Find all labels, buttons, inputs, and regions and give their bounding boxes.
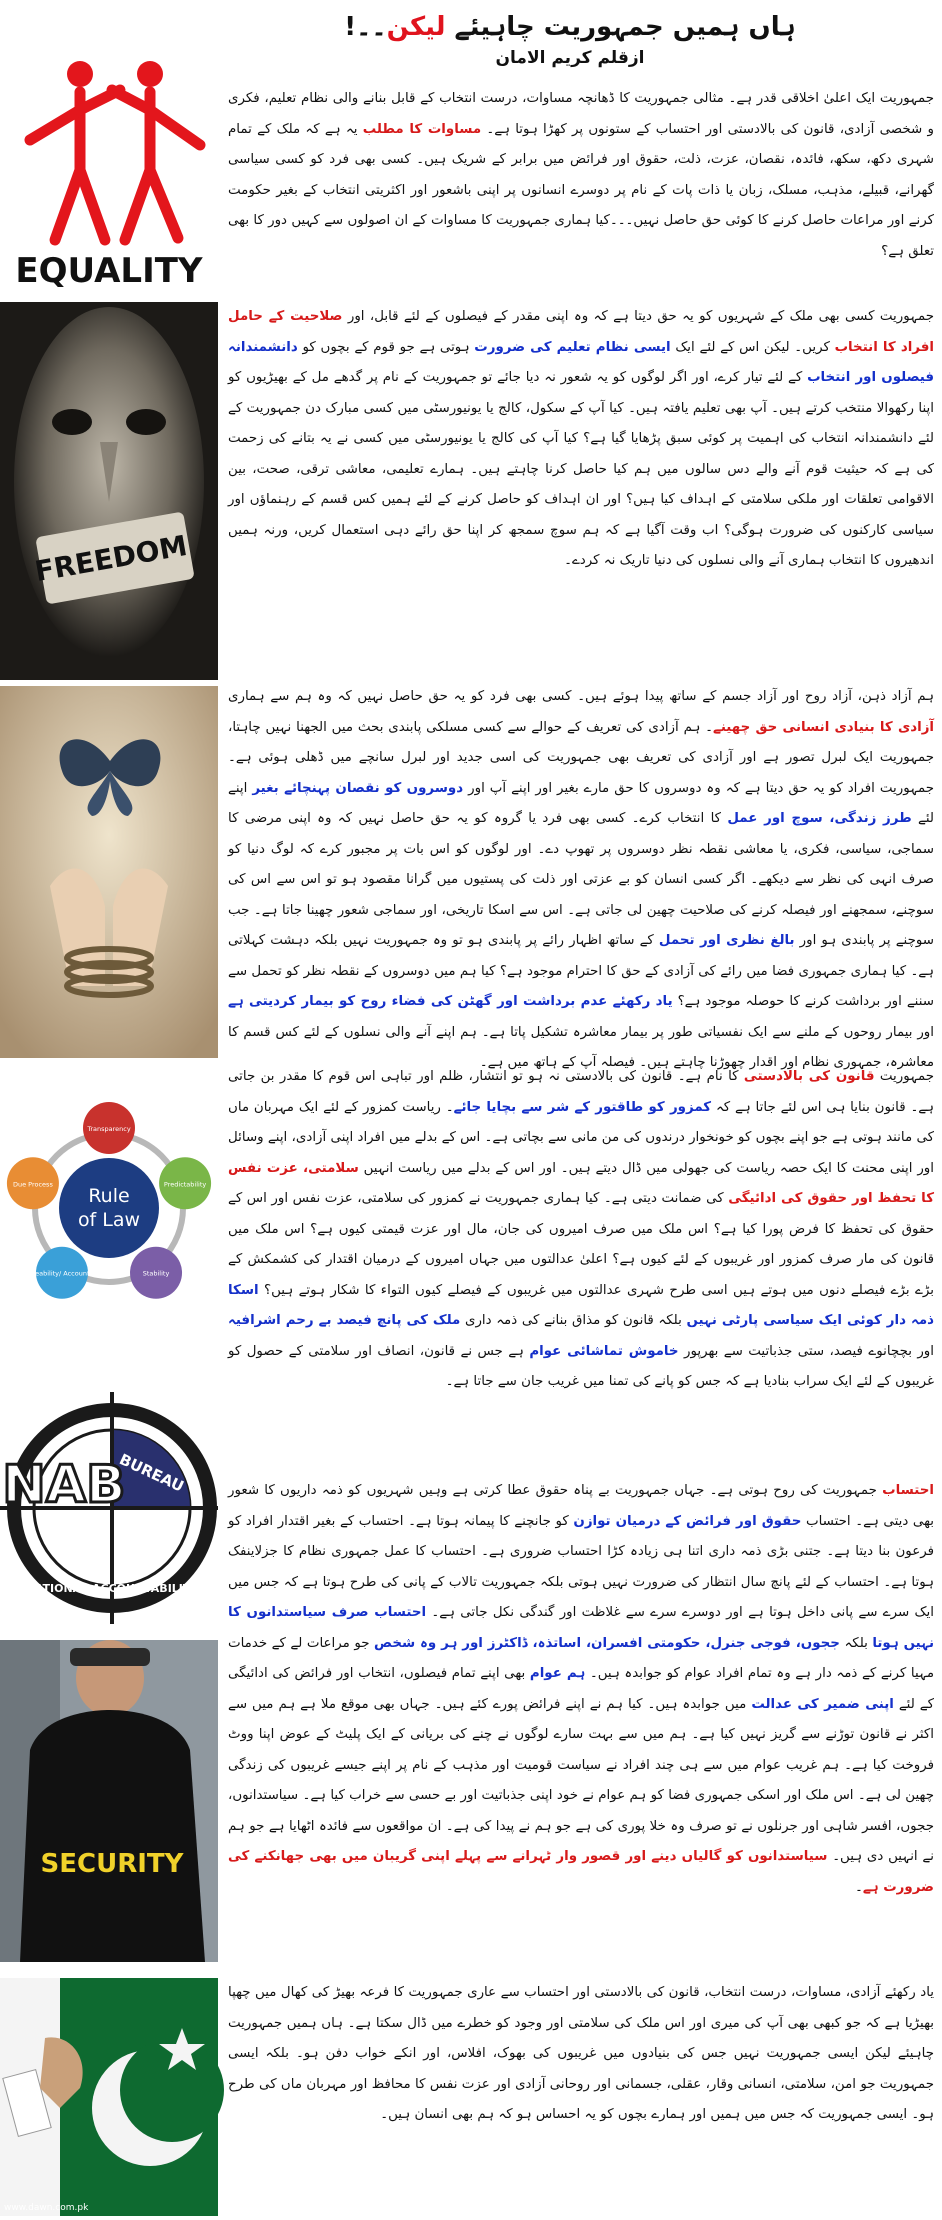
highlight-text: حقوق اور فرائض کے درمیان توازن [573, 1513, 802, 1529]
image-credit: www.dawn.com.pk [4, 2203, 89, 2213]
body-text: یاد رکھئے آزادی، مساوات، درست انتخاب، قانون کی بالادستی اور احتساب سے عاری جمہوریت کا فرعہ بھیڑ کی کھال میں چھپا بھیڑیا ہے کہ جو کبھی بھی آپ کی میری اور اس ملک کی سلامتی اور وجود کو خطرے میں ڈال سکتا ہے۔ ہاں ہمیں جمہوریت چاہیئے لیکن ایسی جمہوریت نہیں جس کی بنیادوں میں غریبوں کی بھوک، افلاس، اور انکے خواب دفن ہو۔ بلکہ ایسی جمہوریت جو امن، سلامتی، انسانی وقار، عقلی، جسمانی اور روحانی آزادی اور عزت نفس کا محافظ اور مہربان ماں کی طرح ہو۔ ایسی جمہوریت کہ جس میں ہمیں اور ہمارے بچوں کو یہ احساس ہو کہ ہم بھی انسان ہیں۔ [228, 1985, 934, 2122]
section-conclusion [228, 1978, 934, 2208]
rule-of-law-center-line1: Rule [88, 1185, 130, 1207]
equality-image [0, 50, 218, 300]
highlight-text: ہم عوام [529, 1666, 586, 1681]
highlight-text: ملک کی پانچ فیصد بے رحم اشرافیہ [228, 1313, 461, 1328]
equality-label: EQUALITY [15, 251, 203, 291]
body-text: جمہوریت کسی بھی ملک کے شہریوں کو یہ حق دیتا ہے کہ وہ اپنی مقدر کے فیصلوں کے لئے قابل، اور [342, 309, 934, 324]
flag-image [0, 1978, 218, 2216]
body-text: بھی اپنے تمام فیصلوں، انتخاب اور فرائض کی ادائیگی کے لئے [228, 1666, 935, 1712]
highlight-text: سلامتی، عزت نفس کا تحفظ اور حقوق کی ادائیگی [228, 1160, 934, 1206]
body-text: کے ساتھ اظہار رائے پر پابندی ہو تو وہ جمہوریت نہیں بلکہ دہشت کہلاتی ہے۔ کیا ہماری جمہوری فضا میں رائے کی آزادی کے حق کا احترام موجود ہے؟ کیا ہم میں دوسروں کے نقطہ نظر کو تحمل سے سننے اور برداشت کرنے کا حوصلہ موجود ہے؟ [228, 933, 934, 1009]
highlight-text: ججوں، فوجی جنرل، حکومتی افسران، اساتذہ، ڈاکٹرز اور ہر وہ شخص [374, 1635, 840, 1651]
gagged-face-icon [0, 302, 218, 680]
security-label: SECURITY [40, 1849, 184, 1879]
nab-letters: NAB [2, 1455, 126, 1515]
pakistan-flag-icon [0, 1978, 218, 2216]
highlight-text: دانشمندانہ فیصلوں اور انتخاب [228, 339, 934, 385]
body-text: بلکہ قانون کو مذاق بنانے کی ذمہ داری [460, 1313, 687, 1328]
body-text: کے لئے تیار کرے، اور اگر لوگوں کو یہ شعور نہ دیا جائے تو جمہوریت کے نام پر گدھے مل کے بھیڑیوں کو اپنا رکھوالا منتخب کرتے ہیں۔ آپ بھی تعلیم یافتہ ہیں۔ کیا آپ کے سکول، کالج یا یونیورسٹی میں کسی مبارک دن جمہوریت کے لئے دانشمندانہ انتخاب کی اہمیت پر کوئی سبق پڑھایا گیا ہے؟ کیا آپ کی کالج یا یونیورسٹی میں کسی نے یہ بتانے کی زحمت کی ہے کہ حیثیت قوم آنے والے دس سالوں میں ہم کیا حاصل کرنا چاہتے ہیں۔ ہمارے تعلیمی، معاشی ترقی، صحت، بین الاقوامی تعلقات اور ملکی سلامتی کے اہداف کیا ہیں؟ اور ان اہداف کو حاصل کرنے کے لئے ہمیں کس قسم کے رہنماؤں اور سیاسی کارکنوں کی ضرورت ہوگی؟ اب وقت آگیا ہے کہ ہم سوچ سمجھ کر اپنا حق رائے دہی استعمال کریں، ورنہ ہمیں اندھیروں کا انتخاب ہماری آنے والی نسلوں کی دنیا تاریک نہ کردے۔ [228, 370, 934, 568]
butterfly-chain-icon [0, 686, 218, 1058]
highlight-text: یاد رکھئے عدم برداشت اور گھٹن کی فضاء روح کو بیمار کردیتی ہے [228, 994, 673, 1009]
highlight-text: آزادی کا بنیادی انسانی حق چھینے [713, 719, 934, 735]
body-text: کی ضمانت دیتی ہے۔ کیا ہماری جمہوریت نے کمزور کی سلامتی، عزت نفس اور اس کے حقوق کی تحفظ کا فرض پورا کیا ہے؟ اس ملک میں صرف امیروں کی جان، مال اور عزت قیمتی کیوں ہے؟ اس ملک میں قانون کی مار صرف کمزور اور غریبوں کے لئے کیوں ہے؟ اعلیٰ عدالتوں میں جہاں امیروں کے درمیان اقتدار کی کشمکش کے بڑے بڑے فیصلے دنوں میں ہوتے ہیں اسی طرح شہری عدالتوں میں غریبوں کے فیصلے کیوں التواء کا شکار ہوتے ہیں؟ [228, 1191, 934, 1298]
body-text: اور بچچانوے فیصد، ستی جذباتیت سے بھرپور [678, 1343, 934, 1359]
body-text: میں جوابدہ ہیں۔ کیا ہم نے اپنے فرائض پورے کئے ہیں۔ جہاں بھی موقع ملا ہے ہم میں سے اکثر نے قانون توڑنے سے گریز نہیں کیا ہے۔ ہم میں سے بہت سارے لوگوں نے چنے کی بریانی کے ایک پلیٹ کے عوض اپنا ووٹ فروخت کیا ہے۔ ہم غریب عوام میں سے ہی چند افراد نے سیاست قومیت اور مذہب کے نام پر اپنے جیسے غریبوں کی زندگی چھین لی ہے۔ اس ملک اور اسکی جمہوری فضا کو ہم عوام نے خود اپنی جذباتیت اور بے حسی سے خراب کیا ہے۔ سیاستدانوں، ججوں، افسر شاہی اور جرنلوں نے تو صرف وہ خلا پوری کی ہے جو ہم نے پیدا کی ہے۔ ان مواقعوں سے فائدہ اٹھایا ہے جو ہم نے انہیں دی ہیں۔ [228, 1696, 934, 1864]
section-rule-of-law [228, 1062, 934, 1472]
body-text: جمہوریت [874, 1069, 934, 1084]
section-freedom [228, 682, 935, 1070]
nab-ring-label: NATIONAL ACCOUNTABILITY [25, 1582, 199, 1595]
title-text: ہاں ہمیں جمہوریت چاہیئے [445, 12, 796, 42]
rule-of-law-node-label: Predictability [163, 1180, 207, 1189]
body-text: کا انتخاب کرے۔ کسی بھی فرد یا گروہ کو یہ حق حاصل نہیں کہ وہ اپنی مرضی کا سماجی، سیاسی، فکری، یا معاشی نقطہ نظر دوسروں پر تھوپ دے۔ اور لوگوں کو اس بات پر مجبور کرے کہ لوگ دنیا کو صرف انہی کی نظر سے دیکھے۔ اگر کسی انسان کو بے عزتی اور ذلت کی پستیوں میں گرانا مقصود ہو تو اس سے اس کی سوچنے، سمجھنے اور فیصلہ کرنے کی صلاحیت چھین لی جاتی ہے۔ اس سے اسکا تاریخی، اور سماجی شعور چھینا جاتا ہے۔ جب سوچنے پر پابندی ہو اور [228, 811, 935, 948]
freedom-image [0, 302, 218, 680]
highlight-text: ایسی نظام تعلیم کی ضرورت [474, 339, 671, 355]
rule-of-law-node-label: Due Process [12, 1180, 53, 1189]
highlight-text: قانون کی بالادستی [743, 1069, 875, 1084]
body-text: ۔ [855, 1879, 863, 1895]
nab-logo-image [0, 1392, 218, 1624]
body-text: اور بیمار روحوں کے ملنے سے ایک نفسیاتی طور پر بیمار معاشرہ تشکیل پاتا ہے۔ ہم اپنے آنے والی نسلوں کے لئے کس قسم کا معاشرہ، جمہوری نظام اور اقدار چھوڑنا چاہتے ہیں۔ فیصلہ آپ کے ہاتھ میں ہے۔ [228, 1024, 934, 1070]
nab-crosshair-icon [0, 1392, 218, 1624]
highlight-text: کمزور کو طاقتور کے شر سے بچایا جائے [453, 1099, 712, 1115]
highlight-text: سیاستدانوں کو گالیاں دینے اور قصور وار ٹہرانے سے پہلے اپنی گریبان میں بھی جھانکنے کی ضرورت ہے [228, 1849, 934, 1895]
security-image [0, 1640, 218, 1962]
body-text: جمہوریت کی روح ہوتی ہے۔ جہاں جمہوریت بے پناہ حقوق عطا کرتی ہے وہیں شہریوں کو ذمہ داریوں کا شعور بھی دیتی ہے۔ احتساب [228, 1483, 934, 1529]
body-text: کو جانچنے کا پیمانہ ہوتا ہے۔ احتساب کے بغیر اقتدار افراد کو فرعون بنا دیتا ہے۔ جتنی بڑی ذمہ داری اتنا ہی زیادہ کڑا احتساب ضروری ہے۔ احتساب کا عمل جمہوری نظام کا جزلاینفک ہوتا ہے۔ احتساب کے لئے پانچ سال انتظار کی ضرورت نہیں ہوتی بلکہ جمہوریت تالاب کے پانی کی طرح ہوتا ہے کہ جس میں ایک سرے سے پانی داخل ہوتا ہے اور دوسرے سرے سے غلاظت اور گندگی نکل جاتی ہے۔ [228, 1513, 934, 1620]
title-highlight: لیکن [386, 12, 446, 42]
highlight-text: اسکا ذمہ دار کوئی ایک سیاسی پارٹی نہیں [228, 1282, 934, 1328]
highlight-text: احتساب [882, 1483, 934, 1498]
freedom-label: FREEDOM [32, 528, 190, 589]
body-text: ۔ ریاست کمزور کے لئے ایک مہربان ماں کی مانند ہوتی ہے جو اپنے بچوں کو خونخوار درندوں کی من مانی سے بچاتی ہے۔ اس کے بدلے میں افراد اپنی آزادی، اپنے وسائل اور اپنی محنت کا ایک حصہ ریاست کی جھولی میں ڈال دیتے ہیں۔ اور اس کے بدلے میں ریاست انہیں [228, 1099, 934, 1176]
body-text: کریں۔ لیکن اس کے لئے ایک [670, 339, 835, 355]
section-education [228, 302, 934, 678]
highlight-text: خاموش تماشائی عوام [529, 1343, 679, 1359]
highlight-text: دوسروں کو نقصان پہنچائے بغیر [252, 780, 464, 796]
body-text: ہوتی ہے جو قوم کے بچوں کو [297, 339, 475, 355]
rule-of-law-node-label: Stability [142, 1269, 170, 1278]
security-guard-icon [0, 1640, 218, 1962]
highlight-text: بالغ نظری اور تحمل [658, 933, 795, 948]
body-text: بلکہ [839, 1635, 873, 1651]
butterfly-image [0, 686, 218, 1058]
highlight-text: اپنی ضمیر کی عدالت [751, 1696, 894, 1712]
nab-bureau-label: BUREAU [116, 1450, 187, 1496]
section-equality [228, 84, 934, 298]
body-text: جمہوریت ایک اعلیٰ اخلاقی قدر ہے۔ مثالی جمہوریت کا ڈھانچہ مساوات، درست انتخاب کے قابل بنانے والی نظام تعلیم، فکری و شخصی آزادی، قانون کی بالادستی اور احتساب کے ستونوں پر کھڑا ہوتا ہے۔ [228, 91, 934, 137]
body-text: یہ ہے کہ ملک کے تمام شہری دکھ، سکھ، فائدہ، نقصان، عزت، ذلت، حقوق اور فرائض میں برابر کے شریک ہیں۔ کسی بھی فرد کو کسی سیاسی گھرانے، قبیلے، مذہب، مسلک، زبان یا ذات پات کے نام پر دوسرے انسانوں پر اپنی باشعور اور اکثریتی انتخاب کے بغیر حکومت کرنے اور مراعات حاصل کرنے کا کوئی حق حاصل نہیں۔۔۔کیا ہماری جمہوریت کا مساوات کے ان اصولوں سے کہیں دور کا بھی تعلق ہے؟ [228, 121, 934, 259]
rule-of-law-node-label: Enforceability/ Accountability [14, 1269, 110, 1278]
body-text: ۔ ہم آزادی کی تعریف کے حوالے سے کسی مسلکی پابندی بحث میں الجھنا نہیں چاہتا، جمہوریت ایک لبرل تصور ہے اور آزادی کی تعریف بھی جمہوریت کی اسی جدید اور لبرل سانچے میں ڈھلی ہوئی ہے۔ جمہوریت افراد کو یہ حق دیتا ہے کہ وہ دوسروں کا حق مارے بغیر اور اپنے آپ اور [228, 719, 935, 796]
rule-of-law-node-label: Transparency [87, 1125, 131, 1133]
section-accountability [228, 1476, 934, 1974]
rule-of-law-image [0, 1080, 218, 1330]
body-text: کا نام ہے۔ قانون کی بالادستی نہ ہو تو انتشار، ظلم اور تباہی اس قوم کا مقدر بن جاتی ہے۔ قانون بنایا ہی اس لئے جاتا ہے کہ [228, 1069, 934, 1115]
rule-of-law-diagram-icon [0, 1080, 218, 1330]
highlight-text: احتساب صرف سیاستدانوں کا نہیں ہوتا [228, 1605, 934, 1651]
article-title [220, 12, 920, 42]
highlight-text: صلاحیت کے حامل افراد کا انتخاب [228, 309, 934, 355]
body-text: جو مراعات لے کے خدمات مہیا کرنے کے ذمہ دار ہے وہ تمام افراد عوام کو جوابدہ ہیں۔ [228, 1635, 934, 1681]
body-text: ہم آزاد ذہن، آزاد روح اور آزاد جسم کے ساتھ پیدا ہوئے ہیں۔ کسی بھی فرد کو یہ حق حاصل نہیں کہ وہ ہم سے ہماری [228, 689, 934, 704]
article-author: ازقلم کریم الامان [495, 48, 645, 68]
highlight-text: مساوات کا مطلب [362, 121, 482, 137]
body-text: ہے جس نے قانون، انصاف اور سلامتی کے حصول کو غریبوں کے لئے ایک سراب بنادیا ہے کہ جس کو پانے کی تمنا میں غریب جان سے جاتا ہے۔ [228, 1343, 934, 1389]
highlight-text: طرز زندگی، سوچ اور عمل [727, 811, 912, 826]
rule-of-law-center-line2: of Law [77, 1209, 141, 1231]
title-suffix: ۔۔! [344, 12, 387, 42]
equality-figures-icon [0, 50, 218, 300]
body-text: اپنے لئے [228, 780, 934, 826]
article-header [220, 8, 920, 68]
